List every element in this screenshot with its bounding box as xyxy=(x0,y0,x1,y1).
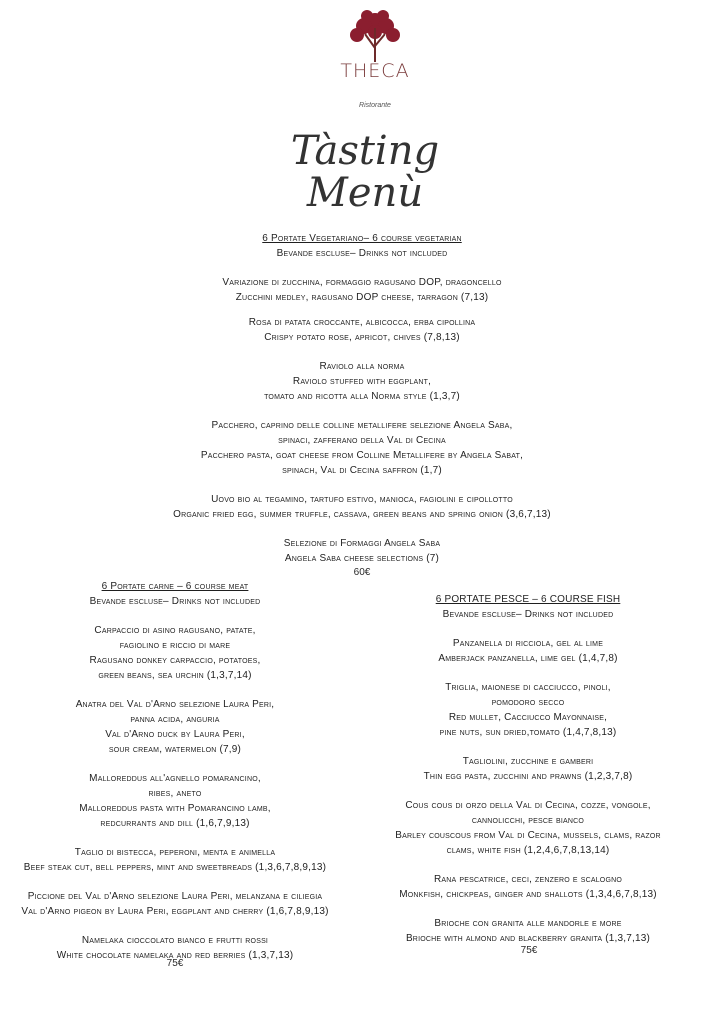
dish-line: Organic fried egg, summer truffle, cassava, green beans and spring onion (3,6,7,13) xyxy=(173,509,551,520)
dish-line: Thin egg pasta, zucchini and prawns (1,2,3,7,8) xyxy=(423,771,633,782)
dish-line: Carpaccio di asino ragusano, patate, xyxy=(94,625,256,636)
dish-line: Triglia, maionese di cacciucco, pinoli, xyxy=(445,682,611,693)
meat-price: 75€ xyxy=(166,958,184,969)
meat-section xyxy=(4,579,346,963)
dish-line: Crispy potato rose, apricot, chives (7,8,13) xyxy=(264,332,460,343)
meat-note: Bevande escluse– Drinks not included xyxy=(89,596,261,607)
dish-line: Val d'Arno duck by Laura Peri, xyxy=(105,729,245,740)
dish-line: Zucchini medley, ragusano DOP cheese, tarragon (7,13) xyxy=(235,292,489,303)
dish-line: Pacchero pasta, goat cheese from Colline Metallifere by Angela Sabat, xyxy=(200,450,524,461)
dish-line: spinaci, zafferano della Val di Cecina xyxy=(278,435,446,446)
dish-line: Angela Saba cheese selections (7) xyxy=(284,553,440,564)
dish-line: Pacchero, caprino delle colline metallifere selezione Angela Saba, xyxy=(211,420,513,431)
vegetarian-price: 60€ xyxy=(353,567,371,578)
dish-line: clams, white fish (1,2,4,6,7,8,13,14) xyxy=(446,845,610,856)
dish-line: Rosa di patata croccante, albicocca, erba cipollina xyxy=(248,317,476,328)
dish-line: Panzanella di ricciola, gel al lime xyxy=(452,638,604,649)
dish-line: pomodoro secco xyxy=(491,697,565,708)
dish-line: Taglio di bistecca, peperoni, menta e animella xyxy=(74,847,276,858)
fish-price: 75€ xyxy=(520,945,538,956)
dish-line: tomato and ricotta alla Norma style (1,3,7) xyxy=(264,391,460,402)
dish-line: sour cream, watermelon (7,9) xyxy=(108,744,242,755)
restaurant-logo xyxy=(330,8,420,114)
dish-line: ribes, aneto xyxy=(148,788,202,799)
dish-line: Barley couscous from Val di Cecina, mussels, clams, razor xyxy=(395,830,661,841)
dish-line: fagiolino e riccio di mare xyxy=(119,640,231,651)
dish-line: Red mullet, Cacciucco Mayonnaise, xyxy=(448,712,608,723)
dish-line: Cous cous di orzo della Val di Cecina, cozze, vongole, xyxy=(405,800,651,811)
vegetarian-heading: 6 Portate Vegetariano– 6 course vegetarian xyxy=(262,233,462,244)
dish-line: Tagliolini, zucchine e gamberi xyxy=(462,756,594,767)
dish-line: White chocolate namelaka and red berries (1,3,7,13) xyxy=(56,950,294,961)
dish-line: Monkfish, chickpeas, ginger and shallots (1,3,4,6,7,8,13) xyxy=(399,889,657,900)
logo-subtitle: Ristorante xyxy=(359,102,391,109)
meat-heading: 6 Portate carne – 6 course meat xyxy=(101,581,249,592)
dish-line: Uovo bio al tegamino, tartufo estivo, manioca, fagiolini e cipollotto xyxy=(211,494,513,505)
dish-line: Raviolo stuffed with eggplant, xyxy=(292,376,432,387)
dish-line: cannolicchi, pesce bianco xyxy=(471,815,585,826)
fish-section xyxy=(364,592,692,946)
title-line-1: Tàsting xyxy=(290,128,440,174)
title-line-2: Menù xyxy=(306,170,424,216)
fish-note: Bevande escluse– Drinks not included xyxy=(442,609,614,620)
dish-line: Amberjack panzanella, lime gel (1,4,7,8) xyxy=(438,653,618,664)
dish-line: Beef steak cut, bell peppers, mint and sweetbreads (1,3,6,7,8,9,13) xyxy=(23,862,327,873)
vegetarian-section xyxy=(90,231,634,566)
dish-line: Anatra del Val d'Arno selezione Laura Peri, xyxy=(75,699,275,710)
fish-heading: 6 PORTATE PESCE – 6 COURSE FISH xyxy=(435,594,621,605)
dish-line: Brioche with almond and blackberry granita (1,3,7,13) xyxy=(405,933,651,944)
dish-line: Rana pescatrice, ceci, zenzero e scalogno xyxy=(434,874,622,885)
dish-line: spinach, Val di Cecina saffron (1,7) xyxy=(282,465,442,476)
logo-name: THECA xyxy=(340,60,410,82)
dish-line: Namelaka cioccolato bianco e frutti rossi xyxy=(81,935,269,946)
dish-line: Selezione di Formaggi Angela Saba xyxy=(283,538,441,549)
tree-icon xyxy=(345,8,405,64)
dish-line: Malloreddus pasta with Pomarancino lamb, xyxy=(79,803,271,814)
dish-line: redcurrants and dill (1,6,7,9,13) xyxy=(100,818,250,829)
dish-line: Ragusano donkey carpaccio, potatoes, xyxy=(89,655,261,666)
dish-line: panna acida, anguria xyxy=(130,714,220,725)
dish-line: Raviolo alla norma xyxy=(319,361,405,372)
dish-line: Brioche con granita alle mandorle e more xyxy=(434,918,622,929)
dish-line: Variazione di zucchina, formaggio ragusano DOP, dragoncello xyxy=(222,277,502,288)
vegetarian-note: Bevande escluse– Drinks not included xyxy=(276,248,448,259)
dish-line: Piccione del Val d'Arno selezione Laura Peri, melanzana e ciliegia xyxy=(27,891,323,902)
dish-line: green beans, sea urchin (1,3,7,14) xyxy=(98,670,252,681)
dish-line: pine nuts, sun dried,tomato (1,4,7,8,13) xyxy=(439,727,617,738)
dish-line: Val d'Arno pigeon by Laura Peri, eggplant and cherry (1,6,7,8,9,13) xyxy=(21,906,329,917)
dish-line: Malloreddus all'agnello pomarancino, xyxy=(89,773,261,784)
